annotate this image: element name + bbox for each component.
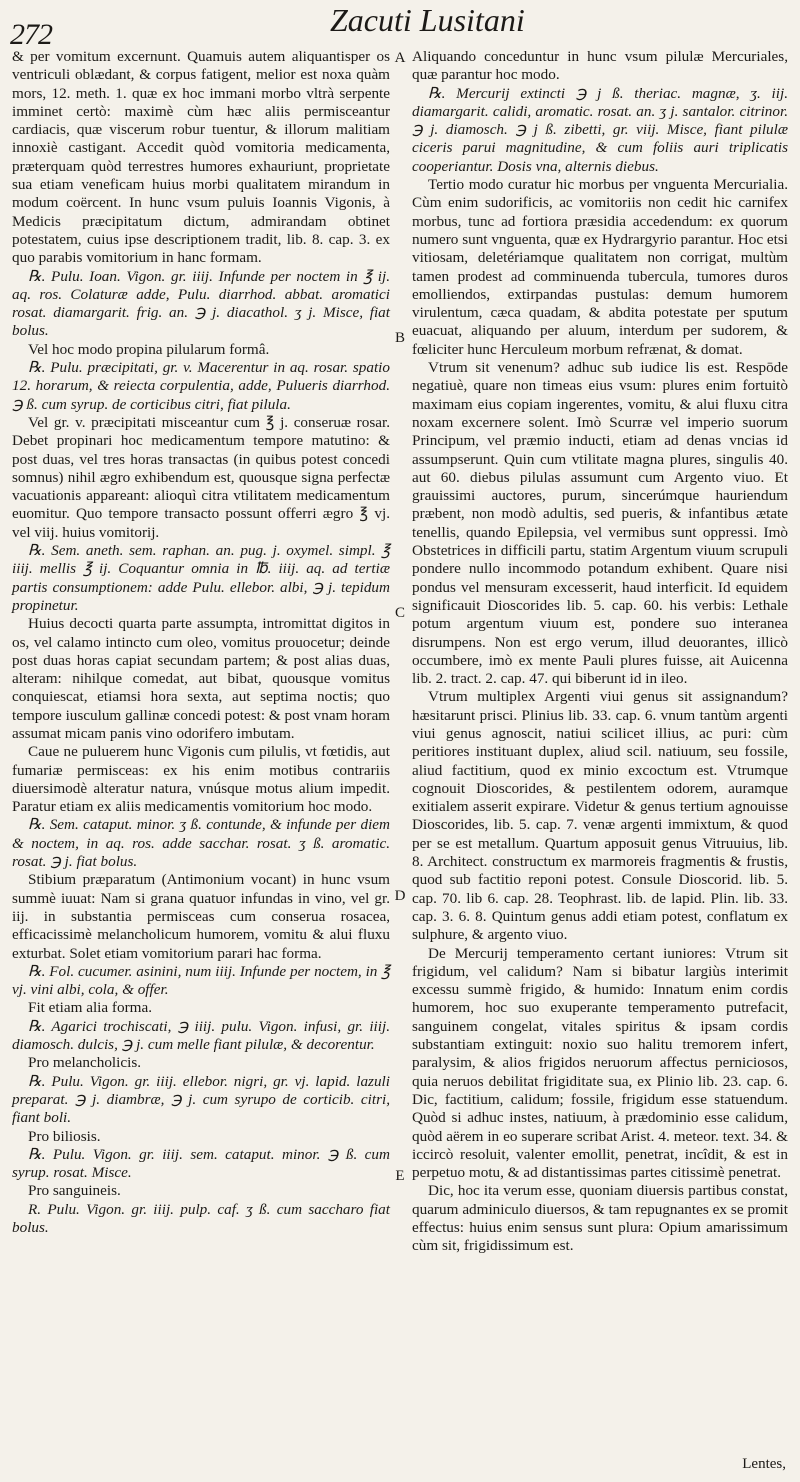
subheading: Pro melancholicis. [28, 1054, 142, 1072]
recipe: ℞. Sem. cataput. minor. ʒ ß. contunde, & infunde per diem & noctem, in aq. ros. adde sacchar. rosat. ʒ ß. aromatic. rosat. ℈ j. fiat bolus. [12, 816, 390, 871]
recipe: ℞. Mercurij extincti ℈ j ß. theriac. magnæ, ʒ. iij. diamargarit. calidi, aromatic. rosat. an. ʒ j. santalor. citrinor. ℈ j. diamosch. ℈ j ß. zibetti, gr. viij. Misce, fiant pilulæ ciceris parui magnitudine, & cum foliis auri triplicatis cooperiantur. Dosis vna, alternis diebus. [412, 84, 788, 175]
recipe: ℞. Pulu. Ioan. Vigon. gr. iiij. Infunde per noctem in ℥ ij. aq. ros. Colaturæ adde, Pulu. diarrhod. abbat. aromatici rosat. diamargarit. frig. an. ℈ j. diacathol. ʒ j. Misce, fiat bolus. [12, 267, 390, 340]
margin-letter-a: A [394, 50, 406, 66]
paragraph: De Mercurij temperamento certant iuniores: Vtrum sit frigidum, vel calidum? Nam si bibatur largiùs interimit excessu summè frigido, & humido: Innatum enim cordis humorem, hoc suo exuperante temperamento putrefacit, sanguinem congelat, vitales spiritus & ipsam cordis substantiam extinguit: noxio suo halitu tremorem infert, paralysim, & alios frigidos neruorum affectus perniciosos, quia neruos debilitat frigiditate sua, ex Plinio lib. 23. cap. 6. Dic, factitium, calidum; fossile, frigidum esse statuendum. Quòd si adhuc instes, natiuum, à prædominio esse calidum, quòd aërem in eo superare scribat Arist. 4. meteor. text. 34. & iccircò resoluit, valenter emollit, penetrat, incîdit, & est in perpetuo motu, & ad distantissimas partes citissimè penetrat. [412, 944, 788, 1182]
paragraph: Vtrum sit venenum? adhuc sub iudice lis est. Respōde negatiuè, quare non timeas eius vsum: plures enim fortuitò maximam eius copiam ingerentes, vomitu, & alui fluxu citra noxam excernere solent. Imò Scurræ vel imperio suorum Principum, vel præmio inducti, etiam ad denas vncias id assumpserunt. Quin cum vtilitate magna plures, singulis 40. aut 60. diebus pilulas assumunt cum Argento viuo. Et grauissimi auctores, purum, sincerúmque hauriendum præbent, non modò adultis, sed pueris, & infantibus ætate tenellis, quando Epilepsia, vel vermibus sunt oppressi. Imò Obstetrices in difficili partu, statim Argentum viuum scrupuli pondere nullo incommodo potandum exhibent. Quare nisi pondus vel mensuram excesserit, haud interficit. Id equidem significauit Dioscorides lib. 5. cap. 60. his verbis: Lethale potum argentum viuum est, pondere suo interanea disrumpens. Non est ergo verum, illud deuorantes, illicò occumbere, imò ex mente Pauli plures fuisse, ait Auicenna lib. 2. tract. 2. cap. 47. qui biberunt id in ileo. [412, 359, 788, 688]
recipe: R. Pulu. Vigon. gr. iiij. pulp. caf. ʒ ß. cum saccharo fiat bolus. [12, 1200, 390, 1236]
paragraph: Vtrum multiplex Argenti viui genus sit assignandum? hæsitarunt prisci. Plinius lib. 33. cap. 6. vnum tantùm argenti viui genus agnoscit, natiui scilicet illius, ac puri: cùm peritiores instituant duplex, aliud scil. natiuum, seu fossile, aliud factitium, quod ex minio excoctum est. Vtrumque cognouit Dioscorides, & pestilentem odorem, auramque exitialem asserit expirare. Videtur & genus tertium agnouisse Dioscorides, lib. 5. cap. 7. venæ argenti immixtum, & quod per se est metallum. Quartum apposuit genus Vitruuius, lib. 8. Architect. constructum ex marmoreis fragmentis & frustis, quod sub factitio reponi potest. Consule Dioscorid. lib. 5. cap. 70. lib 6. cap. 28. Teophrast. lib. de lapid. Plin. lib. 33. cap. 3. 6. 8. Quintum genus addi etiam potest, conflatum ex sulphure, & argento viuo. [412, 688, 788, 944]
subheading: Pro sanguineis. [28, 1182, 121, 1200]
margin-letter-b: B [394, 330, 405, 346]
paragraph: Vel gr. v. præcipitati misceantur cum ℥ j. conseruæ rosar. Debet propinari hoc medicamentum tempore matutino: & post duas, vel tres horas transactas (in quibus potest concedi somnus) nihil ægro exhibendum est, quousque signa perfectæ vacuationis appareant: alioquì citra vtilitatem medicamentum euomitur. Quo tempore transacto possunt offerri ægro ℥ vj. vel viij. huius vomitorij. [12, 413, 390, 541]
margin-letter-e: E [395, 1168, 405, 1184]
paragraph: Vel hoc modo propina pilularum formâ. [28, 340, 270, 358]
recipe: ℞. Fol. cucumer. asinini, num iiij. Infunde per noctem, in ℥ vj. vini albi, cola, & offer. [12, 962, 390, 999]
left-column [12, 48, 390, 1237]
page-header [0, 0, 800, 52]
margin-letter-c: C [394, 605, 405, 621]
paragraph: Fit etiam alia forma. [28, 999, 152, 1017]
paragraph: Dic, hoc ita verum esse, quoniam diuersis partibus constat, quarum adminiculo diuersos, & tam repugnantes ex se promit effectus: huius enim sensus sunt plura: Opium amarissimum cùm sit, frigidissimum est. [412, 1182, 788, 1255]
recipe: ℞. Agarici trochiscati, ℈ iiij. pulu. Vigon. infusi, gr. iiij. diamosch. dulcis, ℈ j. cum melle fiant pilulæ, & decorentur. [12, 1017, 390, 1054]
paragraph: Huius decocti quarta parte assumpta, intromittat digitos in os, vel calamo intincto cum oleo, vomitus prouocetur; deinde post duas horas capiat secundam partem; & post alias duas, alteram: nihilque comedat, aut bibat, quousque vomitus conquiescat, etiamsi hora sexta, aut septima noctis; quo tempore iusculum gallinæ concedi potest: & post vnam horam assumat micam panis vino odorifero imbutam. [12, 615, 390, 742]
paragraph: Stibium præparatum (Antimonium vocant) in hunc vsum summè iuuat: Nam si grana quatuor infundas in vino, vel gr. iij. in substantia permisceas cum conserua rosacea, efficacissimè melancholicum humorem, vomitu & alui fluxu exturbat. Solet etiam vomitorium parari hac forma. [12, 871, 390, 962]
recipe: ℞. Sem. aneth. sem. raphan. an. pug. j. oxymel. simpl. ℥ iiij. mellis ℥ ij. Coquantur omnia in ℔. iiij. aq. ad tertiæ partis consumptionem: adde Pulu. ellebor. albi, ℈ j. tepidum propinetur. [12, 542, 390, 614]
margin-letter-d: D [394, 888, 406, 904]
right-column [412, 48, 788, 1256]
subheading: Pro biliosis. [28, 1127, 101, 1145]
recipe: ℞. Pulu. Vigon. gr. iiij. sem. cataput. minor. ℈ ß. cum syrup. rosat. Misce. [12, 1145, 390, 1182]
running-title: Zacuti Lusitani [330, 2, 525, 38]
recipe: ℞. Pulu. præcipitati, gr. v. Macerentur in aq. rosar. spatio 12. horarum, & reiecta corpulentia, adde, Pulueris diarrhod. ℈ ß. cum syrup. de corticibus citri, fiat pilula. [12, 359, 390, 413]
paragraph: Tertio modo curatur hic morbus per vnguenta Mercurialia. Cùm enim sudorificis, ac vomitoriis non cedit hic carnifex morbus, tunc ad fortiora præsidia accedendum: ex quorum numero sunt vnguenta, quæ ex Hydrargyrio parantur. Hoc etsi vitiosam, deletériamque qualitatem non corrigat, multùm tamen prodest ad comminuenda tubercula, tumores duros emolliendos, extirpandas pustulas: demum humorem virulentum, cæca quadam, & abdita potestate per sputum euacuat, aliquando per aluum, interdum per sudorem, & fœliciter hunc Herculeum morbum refrænat, & domat. [412, 176, 788, 358]
catchword: Lentes, [742, 1456, 786, 1472]
paragraph: Aliquando conceduntur in hunc vsum pilulæ Mercuriales, quæ parantur hoc modo. [412, 48, 788, 84]
paragraph: & per vomitum excernunt. Quamuis autem aliquantisper os ventriculi oblædant, & corpus fatigent, melior est noxa quàm mors, 12. meth. 1. quæ ex hoc immani morbo vltrà serpente imminet certò: maximè cùm hæc aliis permisceantur cardiacis, quæ viscerum robur tuentur, & illorum malitiam innoxiè castigant. Accedit quòd vomitoria medicamenta, præterquam quòd terrestres humores exhauriunt, proprietate sua etiam veneficam huius morbi qualitatem mirandum in modum coërcent. In hunc vsum puluis Ioannis Vigonis, à Medicis præcipitatum dictum, admirandam obtinet potestatem, cuius ipse descriptionem tradit, lib. 8. cap. 3. ex quo parabis vomitorium in hanc formam. [12, 48, 390, 267]
page-number: 272 [10, 18, 52, 51]
paragraph: Caue ne puluerem hunc Vigonis cum pilulis, vt fœtidis, aut fumariæ permisceas: ex his enim motibus contrariis diuersimodè alteratur natura, vnúsque motus alium impedit. Paratur etiam ex aliis medicamentis vomitorium hoc modo. [12, 743, 390, 816]
recipe: ℞. Pulu. Vigon. gr. iiij. ellebor. nigri, gr. vj. lapid. lazuli preparat. ℈ j. diambræ, ℈ j. cum syrupo de corticib. citri, fiant boli. [12, 1072, 390, 1127]
